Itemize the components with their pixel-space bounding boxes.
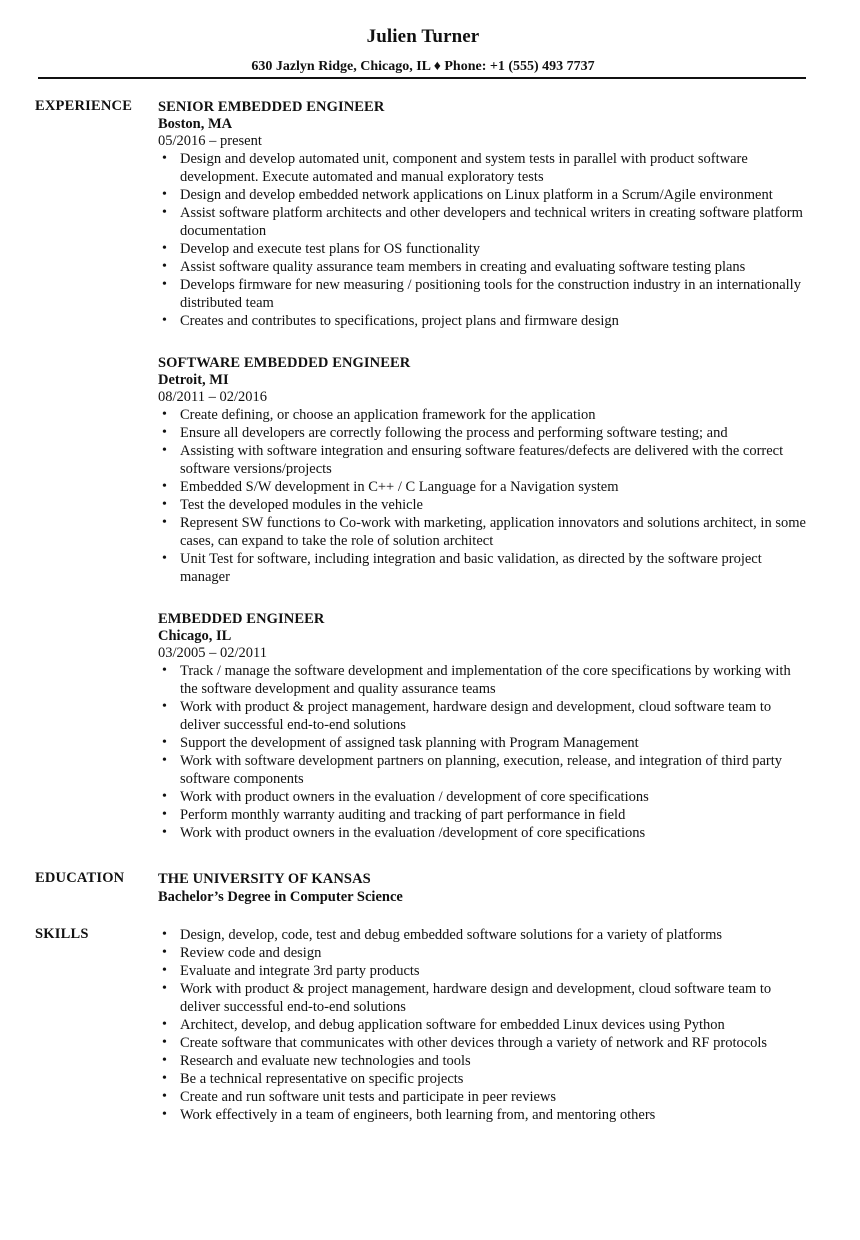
job-duties — [158, 406, 808, 586]
list-item: • Assisting with software integration and ensuring software features/defects are delivered with the correct software versions/projects — [158, 442, 808, 478]
list-item: • Assist software quality assurance team members in creating and evaluating software testing plans — [158, 258, 808, 276]
header-divider — [38, 77, 806, 79]
list-item: • Create software that communicates with other devices through a variety of network and RF protocols — [158, 1034, 808, 1052]
degree: Bachelor’s Degree in Computer Science — [158, 889, 403, 905]
list-item: • Support the development of assigned task planning with Program Management — [158, 734, 808, 752]
job-entry — [158, 98, 808, 330]
list-item: • Develops firmware for new measuring / positioning tools for the construction industry in an internationally distributed team — [158, 276, 808, 312]
experience-heading: EXPERIENCE — [35, 98, 133, 114]
list-item: • Work with product & project management, hardware design and development, cloud software team to deliver successful end-to-end solutions — [158, 698, 808, 734]
list-item: • Represent SW functions to Co-work with marketing, application innovators and solutions architect, in some cases, can expand to take the role of solution architect — [158, 514, 808, 550]
skills-heading: SKILLS — [35, 926, 89, 942]
list-item: • Creates and contributes to specifications, project plans and firmware design — [158, 312, 808, 330]
list-item: • Test the developed modules in the vehicle — [158, 496, 808, 514]
list-item: • Evaluate and integrate 3rd party products — [158, 962, 808, 980]
list-item: • Design and develop embedded network applications on Linux platform in a Scrum/Agile environment — [158, 186, 808, 204]
list-item: • Research and evaluate new technologies and tools — [158, 1052, 808, 1070]
skills-list — [158, 926, 808, 1124]
list-item: • Create defining, or choose an application framework for the application — [158, 406, 808, 424]
list-item: • Assist software platform architects and other developers and technical writers in creating software platform documentation — [158, 204, 808, 240]
education-heading: EDUCATION — [35, 870, 125, 886]
list-item: • Work with product owners in the evaluation / development of core specifications — [158, 788, 808, 806]
list-item: • Work effectively in a team of engineers, both learning from, and mentoring others — [158, 1106, 808, 1124]
contact-line: 630 Jazlyn Ridge, Chicago, IL ♦ Phone: +1 (555) 493 7737 — [251, 59, 595, 74]
job-title: SENIOR EMBEDDED ENGINEER — [158, 99, 385, 115]
list-item: • Unit Test for software, including integration and basic validation, as directed by the software project manager — [158, 550, 808, 586]
job-entry — [158, 610, 808, 842]
skills-entry — [158, 926, 808, 1124]
list-item: • Perform monthly warranty auditing and tracking of part performance in field — [158, 806, 808, 824]
list-item: • Create and run software unit tests and participate in peer reviews — [158, 1088, 808, 1106]
job-dates: 03/2005 – 02/2011 — [158, 645, 268, 661]
list-item: • Design and develop automated unit, component and system tests in parallel with product software development. Execute automated and manual exploratory tests — [158, 150, 808, 186]
school-name: THE UNIVERSITY OF KANSAS — [158, 871, 371, 887]
job-dates: 05/2016 – present — [158, 133, 262, 149]
job-location: Boston, MA — [158, 116, 233, 132]
list-item: • Design, develop, code, test and debug embedded software solutions for a variety of platforms — [158, 926, 808, 944]
list-item: • Ensure all developers are correctly following the process and performing software testing; and — [158, 424, 808, 442]
job-duties — [158, 662, 808, 842]
list-item: • Work with product & project management, hardware design and development, cloud software team to deliver successful end-to-end solutions — [158, 980, 808, 1016]
job-title: EMBEDDED ENGINEER — [158, 611, 325, 627]
list-item: • Review code and design — [158, 944, 808, 962]
job-dates: 08/2011 – 02/2016 — [158, 389, 268, 405]
list-item: • Work with software development partners on planning, execution, release, and integration of third party software components — [158, 752, 808, 788]
candidate-name: Julien Turner — [366, 26, 480, 47]
list-item: • Track / manage the software development and implementation of the core specifications by working with the software development and quality assurance teams — [158, 662, 808, 698]
job-location: Chicago, IL — [158, 628, 232, 644]
job-location: Detroit, MI — [158, 372, 229, 388]
job-duties — [158, 150, 808, 330]
list-item: • Work with product owners in the evaluation /development of core specifications — [158, 824, 808, 842]
education-entry — [158, 870, 808, 906]
list-item: • Develop and execute test plans for OS functionality — [158, 240, 808, 258]
job-entry — [158, 354, 808, 586]
list-item: • Architect, develop, and debug application software for embedded Linux devices using Python — [158, 1016, 808, 1034]
list-item: • Embedded S/W development in C++ / C Language for a Navigation system — [158, 478, 808, 496]
list-item: • Be a technical representative on specific projects — [158, 1070, 808, 1088]
job-title: SOFTWARE EMBEDDED ENGINEER — [158, 355, 411, 371]
